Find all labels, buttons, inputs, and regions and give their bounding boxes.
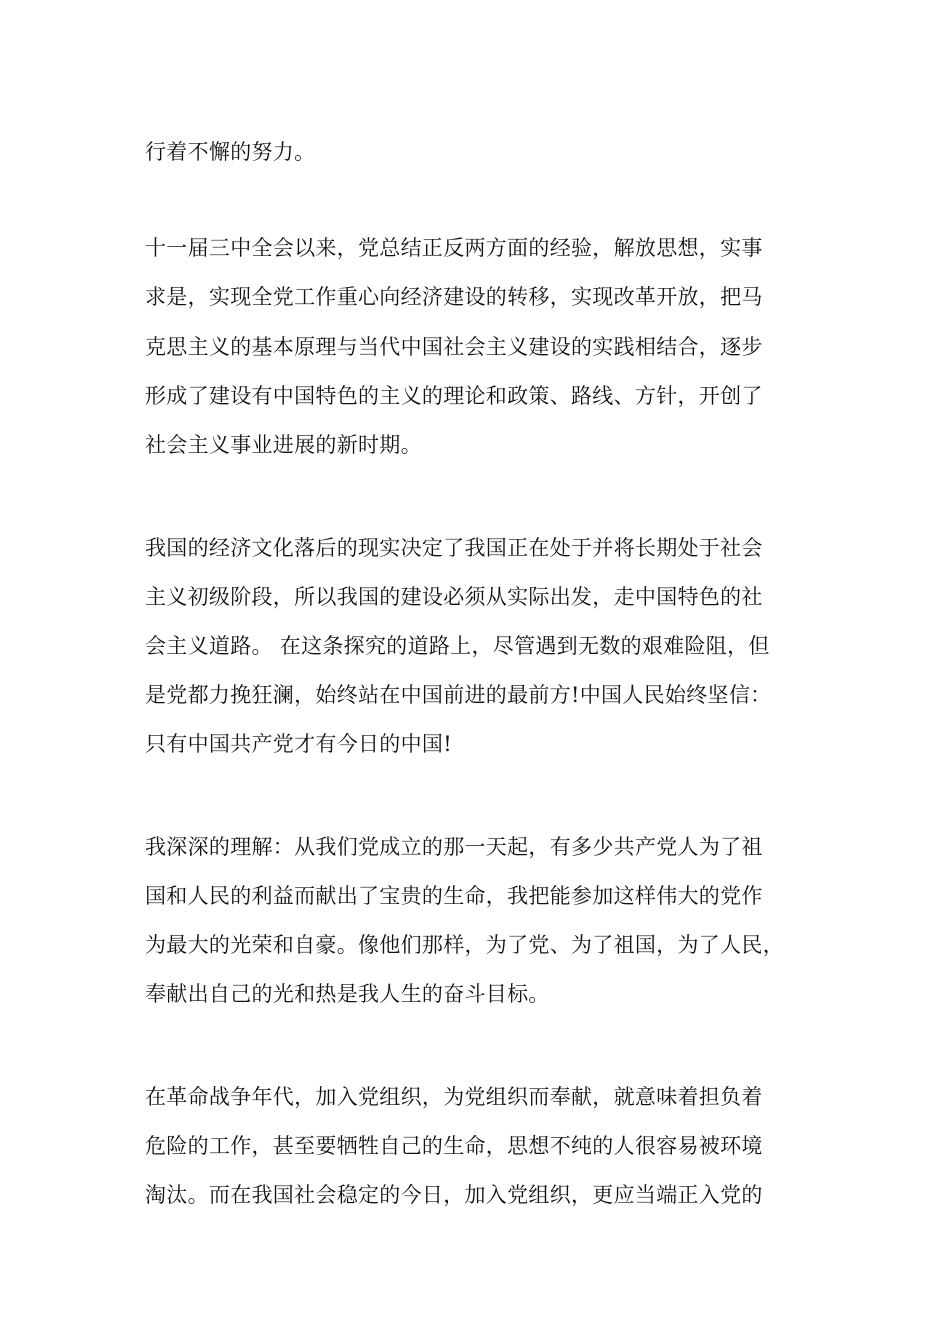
text-line: 求是，实现全党工作重心向经济建设的转移，实现改革开放，把马 <box>145 285 763 309</box>
text-line: 为最大的光荣和自豪。像他们那样，为了党、为了祖国，为了人民， <box>145 933 784 957</box>
text-line: 危险的工作，甚至要牺牲自己的生命，思想不纯的人很容易被环境 <box>145 1134 763 1158</box>
text-line: 行着不懈的努力。 <box>145 140 316 164</box>
text-line: 在革命战争年代，加入党组织，为党组织而奉献，就意味着担负着 <box>145 1085 763 1109</box>
text-line: 形成了建设有中国特色的主义的理论和政策、路线、方针，开创了 <box>145 384 763 408</box>
text-line: 只有中国共产党才有今日的中国! <box>145 732 452 756</box>
text-line: 国和人民的利益而献出了宝贵的生命，我把能参加这样伟大的党作 <box>145 884 763 908</box>
text-line: 会主义道路。 在这条探究的道路上，尽管遇到无数的艰难险阻，但 <box>145 634 770 658</box>
text-line: 克思主义的基本原理与当代中国社会主义建设的实践相结合，逐步 <box>145 335 763 359</box>
text-line: 是党都力挽狂澜，始终站在中国前进的最前方!中国人民始终坚信： <box>145 683 772 707</box>
text-line: 奉献出自己的光和热是我人生的奋斗目标。 <box>145 982 550 1006</box>
text-line: 十一届三中全会以来，党总结正反两方面的经验，解放思想，实事 <box>145 236 763 260</box>
text-line: 我国的经济文化落后的现实决定了我国正在处于并将长期处于社会 <box>145 536 763 560</box>
text-line: 主义初级阶段，所以我国的建设必须从实际出发，走中国特色的社 <box>145 585 763 609</box>
text-line: 我深深的理解：从我们党成立的那一天起，有多少共产党人为了祖 <box>145 835 763 859</box>
text-line: 淘汰。而在我国社会稳定的今日，加入党组织，更应当端正入党的 <box>145 1183 763 1207</box>
text-line: 社会主义事业进展的新时期。 <box>145 433 422 457</box>
